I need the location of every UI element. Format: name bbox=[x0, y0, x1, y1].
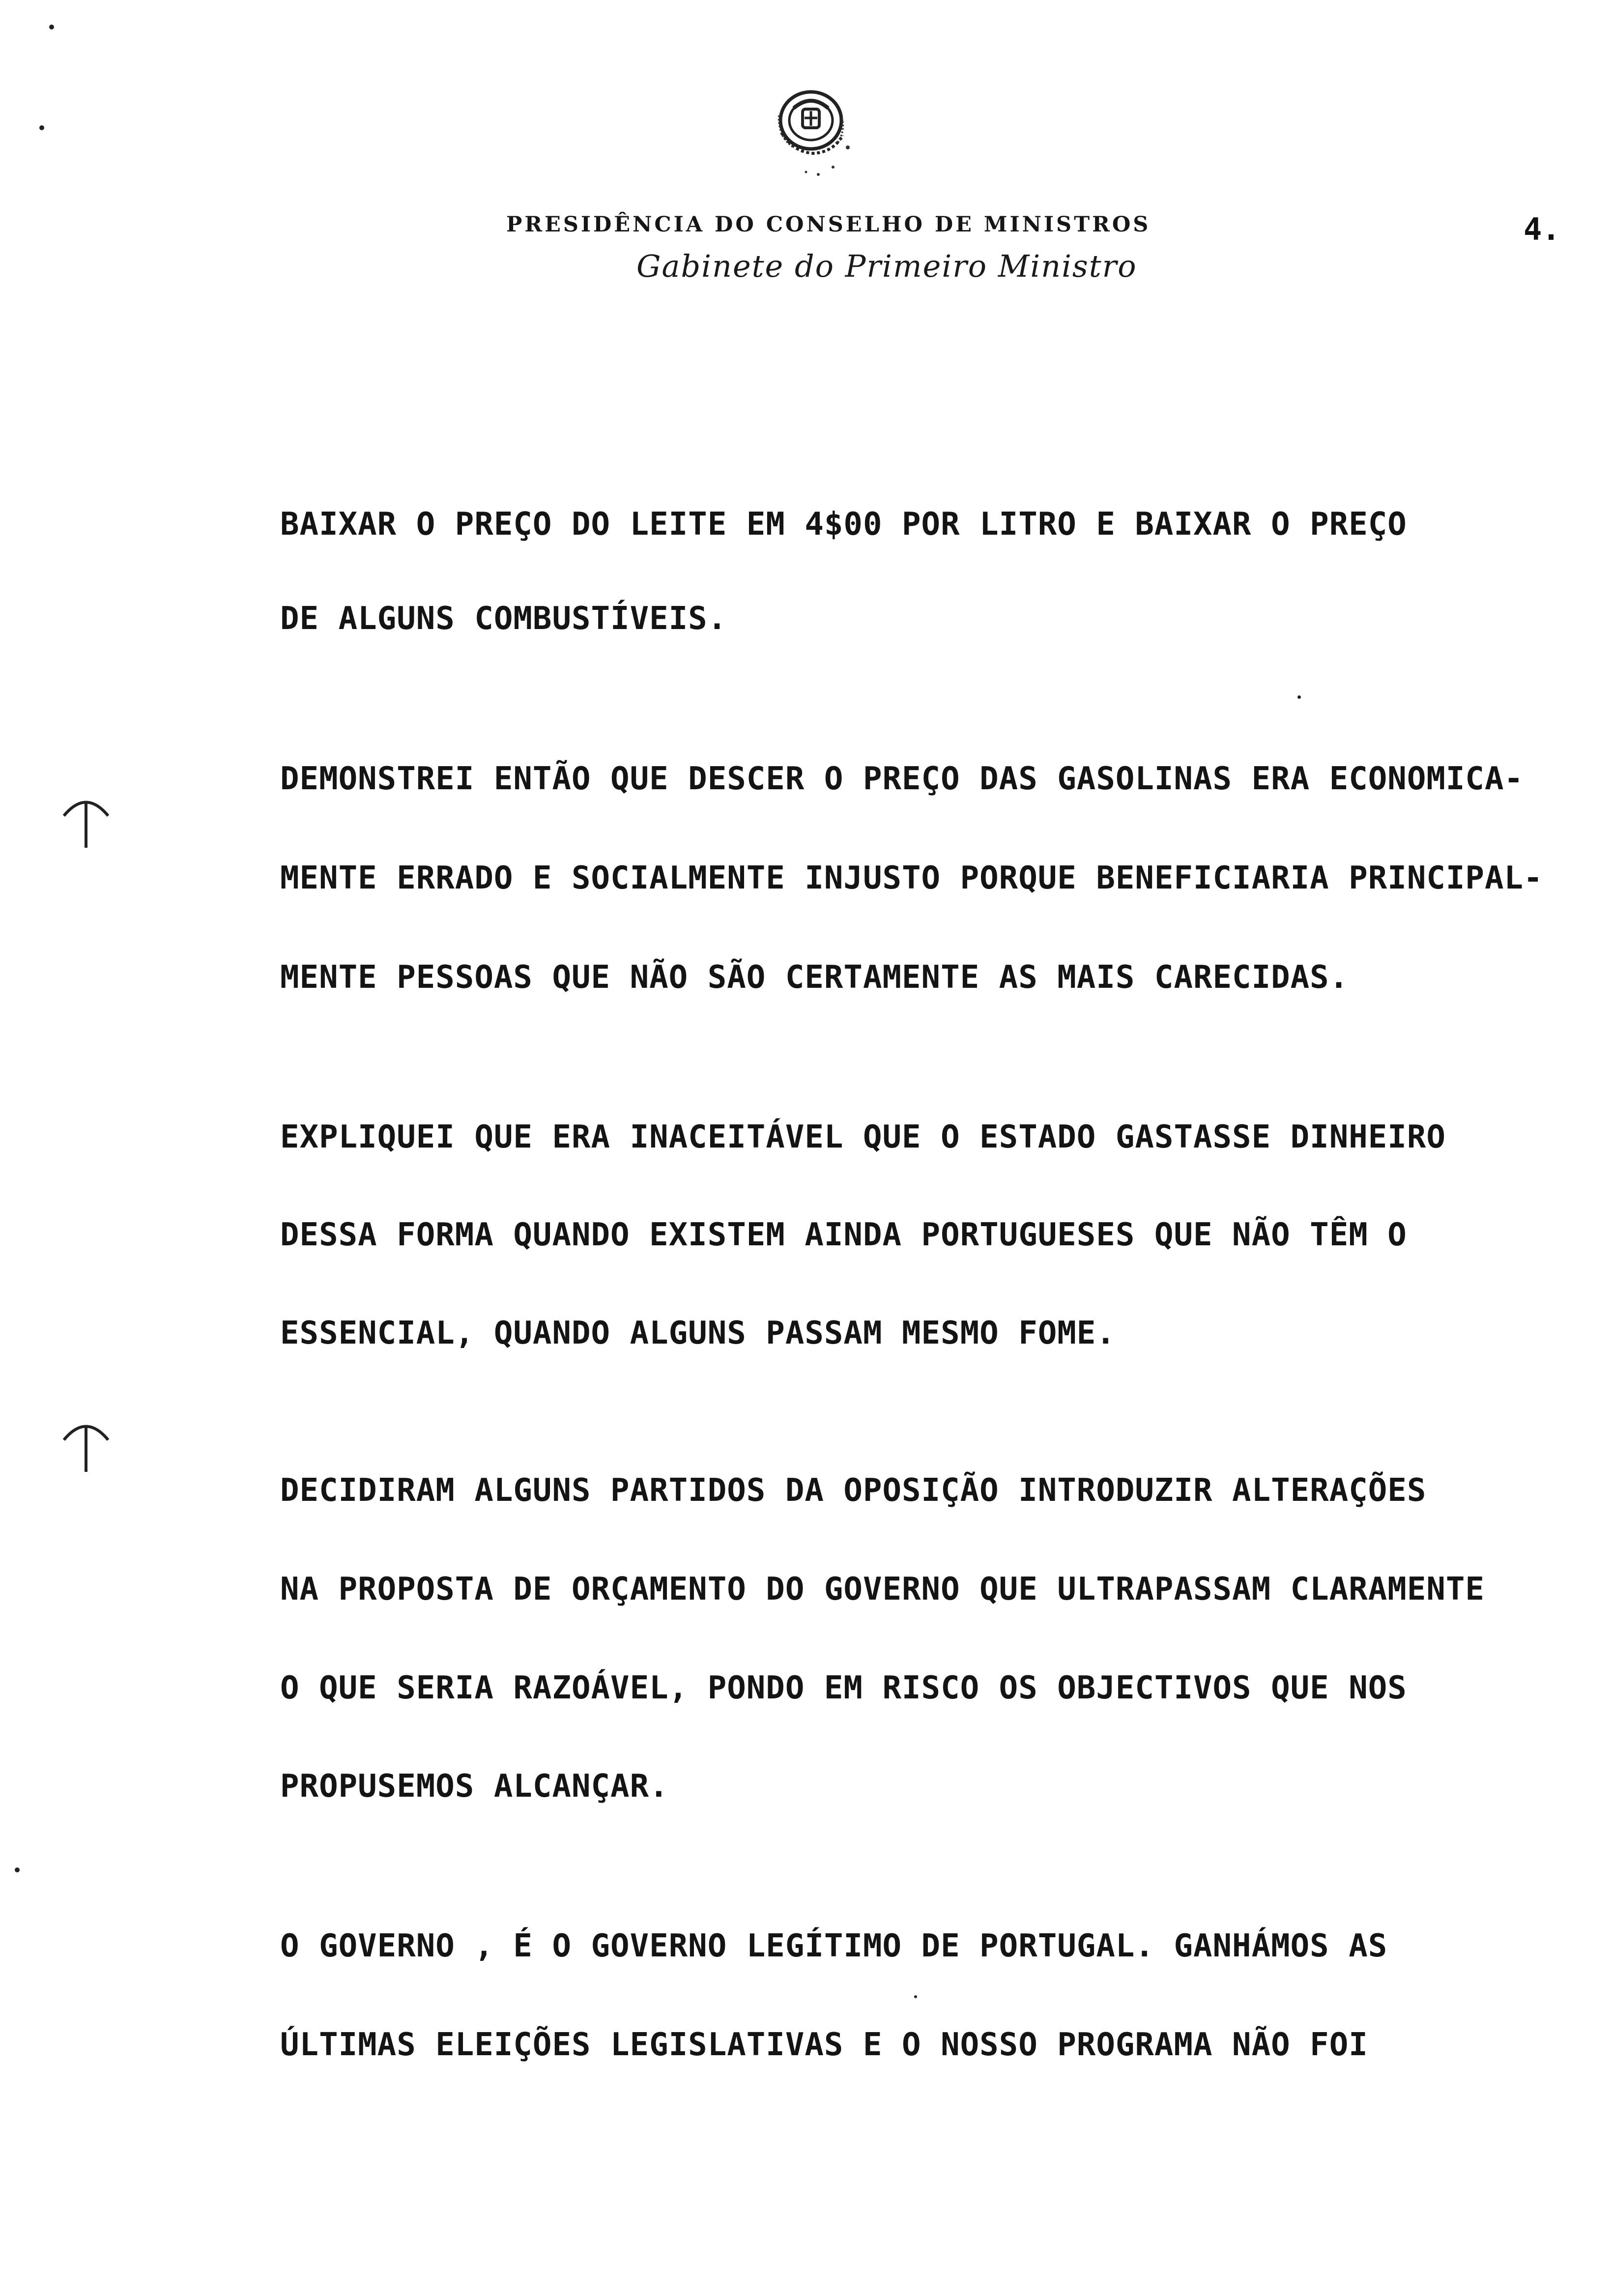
t-mark-icon bbox=[57, 1410, 115, 1474]
body-line: ÚLTIMAS ELEIÇÕES LEGISLATIVAS E O NOSSO PROGRAMA NÃO FOI bbox=[280, 2027, 1368, 2063]
scan-speck bbox=[914, 1995, 917, 1998]
page-number: 4. bbox=[1524, 211, 1560, 247]
body-line: O GOVERNO , É O GOVERNO LEGÍTIMO DE PORTUGAL. GANHÁMOS AS bbox=[280, 1928, 1388, 1964]
body-line: DESSA FORMA QUANDO EXISTEM AINDA PORTUGUESES QUE NÃO TÊM O bbox=[280, 1217, 1407, 1253]
body-line: MENTE ERRADO E SOCIALMENTE INJUSTO PORQUE BENEFICIARIA PRINCIPAL- bbox=[280, 860, 1543, 896]
body-line: MENTE PESSOAS QUE NÃO SÃO CERTAMENTE AS MAIS CARECIDAS. bbox=[280, 959, 1349, 996]
body-line: DEMONSTREI ENTÃO QUE DESCER O PREÇO DAS GASOLINAS ERA ECONOMICA- bbox=[280, 761, 1524, 797]
body-line: NA PROPOSTA DE ORÇAMENTO DO GOVERNO QUE ULTRAPASSAM CLARAMENTE bbox=[280, 1571, 1485, 1607]
body-line: DE ALGUNS COMBUSTÍVEIS. bbox=[280, 601, 727, 637]
body-line: ESSENCIAL, QUANDO ALGUNS PASSAM MESMO FOME. bbox=[280, 1315, 1116, 1351]
body-line: DECIDIRAM ALGUNS PARTIDOS DA OPOSIÇÃO INTRODUZIR ALTERAÇÕES bbox=[280, 1472, 1427, 1509]
body-line: PROPUSEMOS ALCANÇAR. bbox=[280, 1768, 669, 1805]
coat-of-arms-icon bbox=[759, 74, 867, 187]
t-mark-icon bbox=[57, 786, 115, 850]
cabinet-subtitle: Gabinete do Primeiro Ministro bbox=[636, 248, 1137, 284]
body-line: EXPLIQUEI QUE ERA INACEITÁVEL QUE O ESTADO GASTASSE DINHEIRO bbox=[280, 1119, 1446, 1155]
scan-speck bbox=[15, 1867, 20, 1872]
scan-speck bbox=[1297, 695, 1301, 699]
scan-speck bbox=[39, 125, 44, 130]
body-line: BAIXAR O PREÇO DO LEITE EM 4$00 POR LITRO E BAIXAR O PREÇO bbox=[280, 506, 1407, 543]
institution-heading: PRESIDÊNCIA DO CONSELHO DE MINISTROS bbox=[506, 212, 1151, 237]
scan-speck bbox=[49, 25, 54, 29]
body-line: O QUE SERIA RAZOÁVEL, PONDO EM RISCO OS OBJECTIVOS QUE NOS bbox=[280, 1670, 1407, 1706]
